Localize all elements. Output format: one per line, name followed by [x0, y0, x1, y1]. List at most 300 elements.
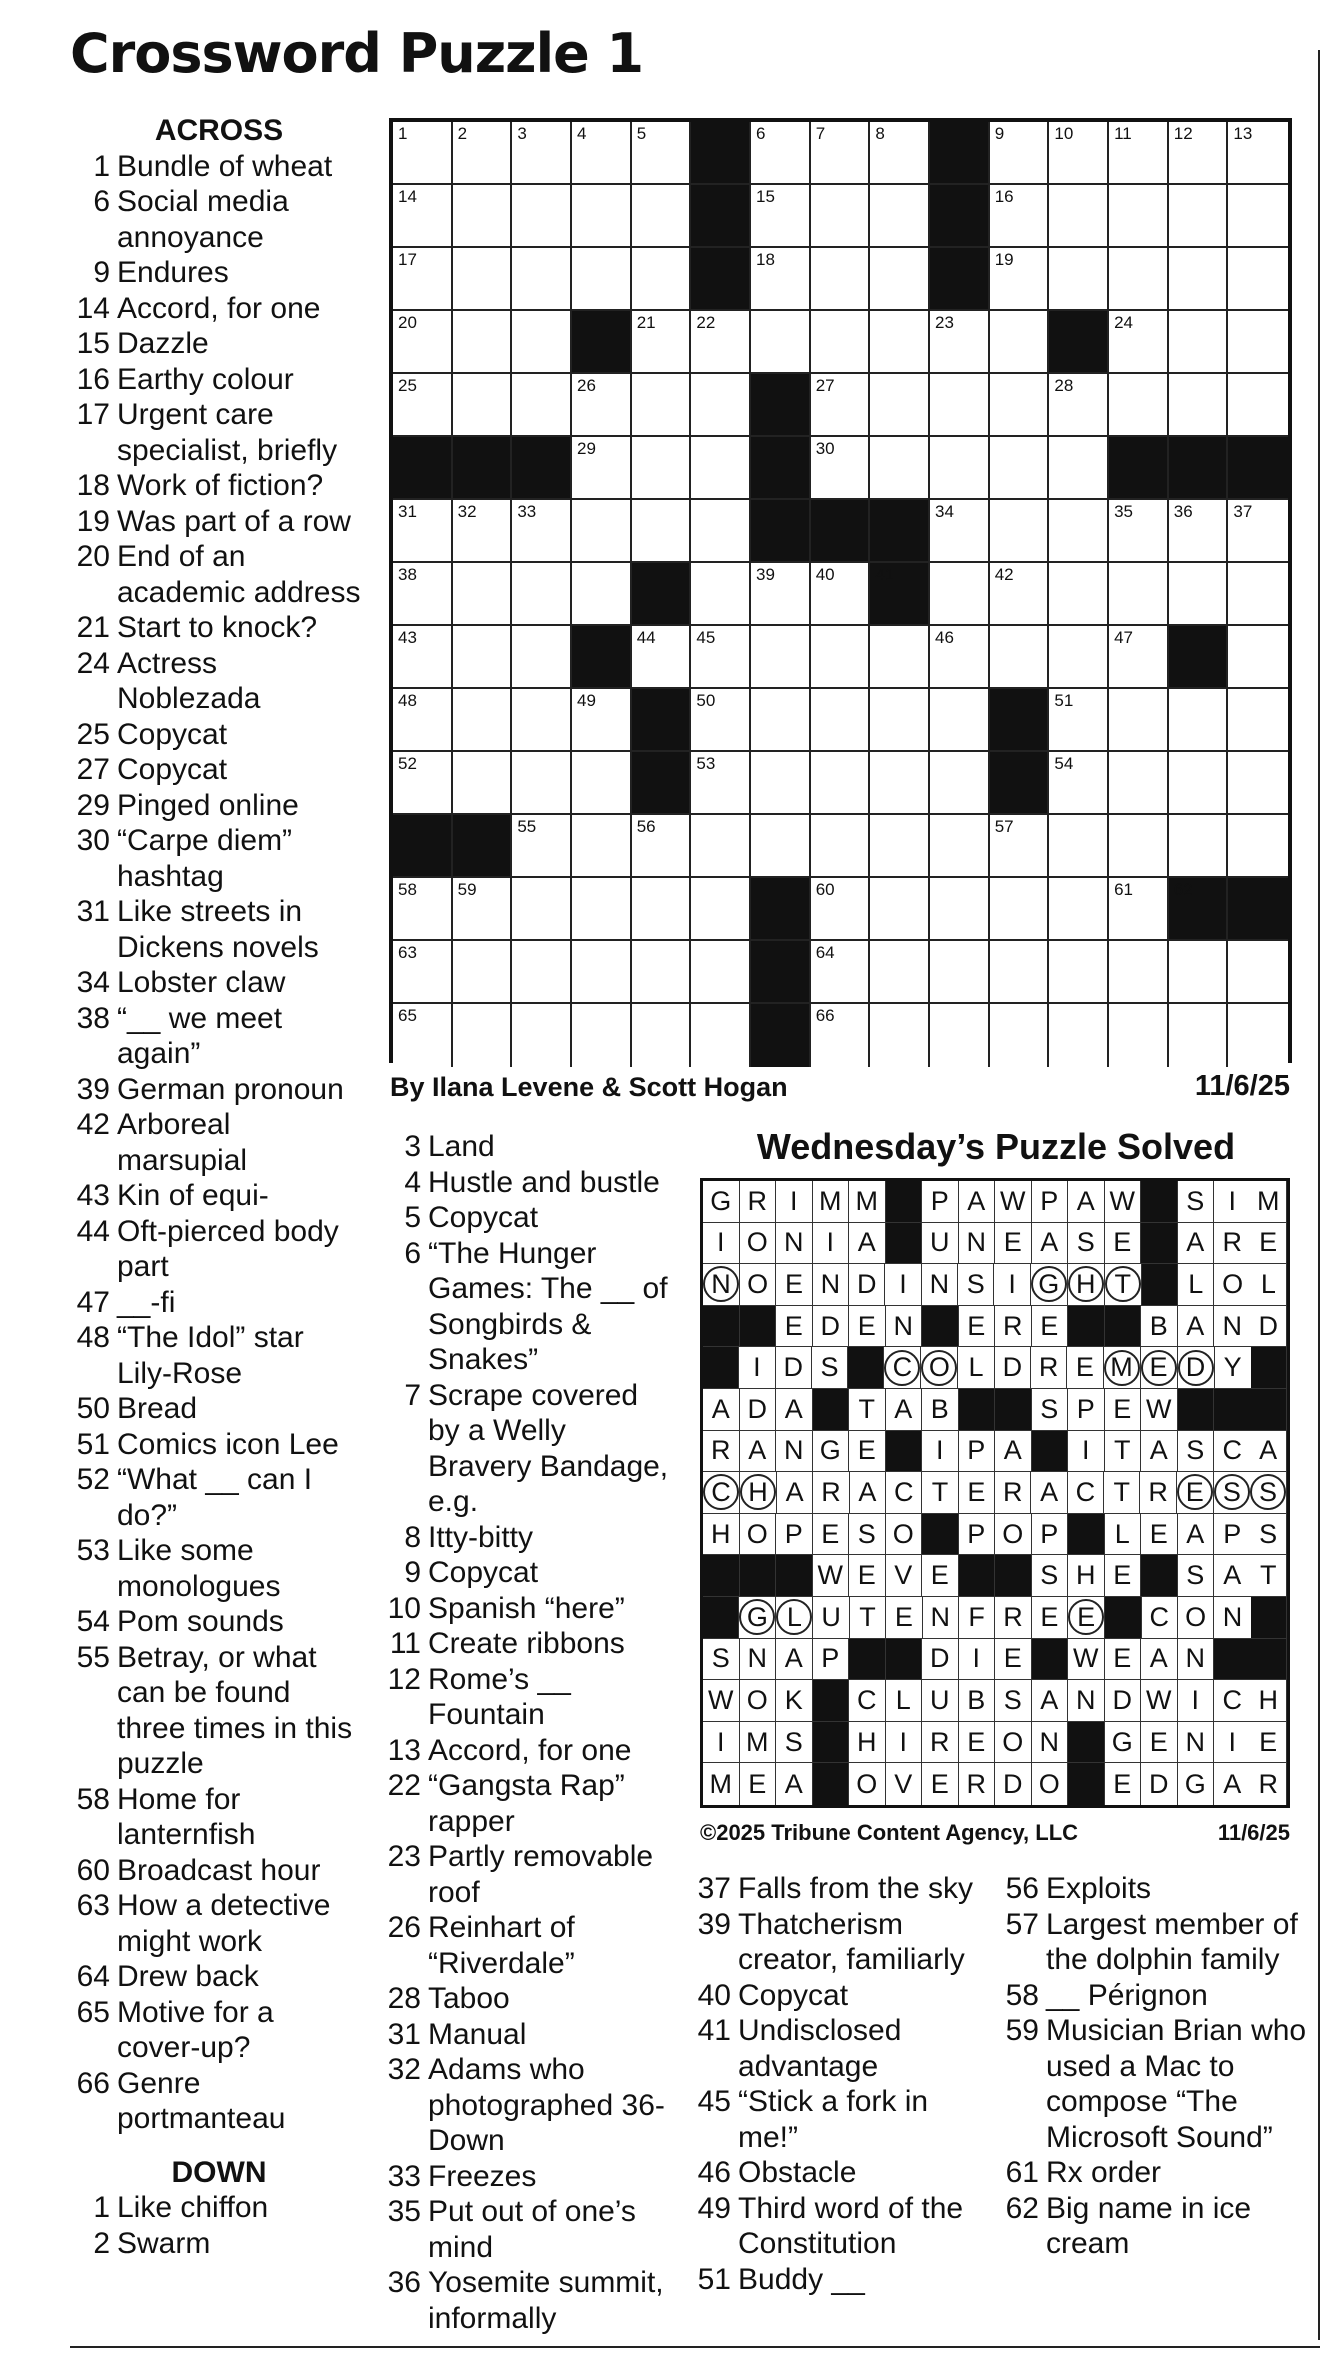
grid-cell[interactable]	[1049, 374, 1109, 437]
grid-cell[interactable]	[453, 185, 513, 248]
grid-cell[interactable]	[691, 500, 751, 563]
grid-cell[interactable]	[512, 374, 572, 437]
cell-number: 60	[815, 880, 835, 899]
grid-cell[interactable]	[691, 689, 751, 752]
grid-cell[interactable]	[1228, 185, 1288, 248]
grid-cell[interactable]	[572, 563, 632, 626]
grid-cell[interactable]	[393, 878, 453, 941]
grid-cell[interactable]	[393, 311, 453, 374]
grid-cell[interactable]	[870, 941, 930, 1004]
grid-cell[interactable]	[1169, 563, 1229, 626]
grid-cell[interactable]	[1109, 122, 1169, 185]
clue-text: Copycat	[738, 1978, 849, 2012]
grid-cell[interactable]	[751, 248, 811, 311]
grid-cell[interactable]	[1049, 185, 1109, 248]
grid-cell[interactable]	[1109, 626, 1169, 689]
clue-text: Buddy __	[738, 2262, 865, 2296]
grid-cell[interactable]	[512, 122, 572, 185]
grid-cell[interactable]	[1169, 1004, 1229, 1067]
clue-text: Yosemite summit, informally	[428, 2266, 664, 2335]
grid-cell[interactable]	[453, 122, 513, 185]
grid-cell[interactable]	[512, 500, 572, 563]
grid-cell[interactable]	[751, 311, 811, 374]
grid-cell[interactable]	[393, 1004, 453, 1067]
clue	[74, 1462, 364, 1533]
grid-cell[interactable]	[990, 248, 1050, 311]
grid-cell[interactable]	[1049, 563, 1109, 626]
black-square	[751, 437, 811, 500]
grid-cell[interactable]	[393, 500, 453, 563]
grid-cell[interactable]	[930, 941, 990, 1004]
grid-cell[interactable]	[691, 626, 751, 689]
solved-cell	[958, 1347, 994, 1389]
solved-cell	[1032, 1722, 1069, 1764]
grid-cell[interactable]	[632, 1004, 692, 1067]
grid-cell[interactable]	[393, 563, 453, 626]
grid-cell[interactable]	[811, 374, 871, 437]
solved-cell	[1250, 1181, 1287, 1223]
solved-letter: M	[1104, 1350, 1140, 1386]
grid-cell[interactable]	[632, 815, 692, 878]
solved-letter: R	[966, 1768, 986, 1799]
solved-letter: E	[1003, 1643, 1022, 1674]
clue-text: Partly removable roof	[428, 1840, 654, 1909]
grid-cell[interactable]	[1169, 815, 1229, 878]
grid-cell[interactable]	[512, 941, 572, 1004]
grid-cell[interactable]	[453, 311, 513, 374]
clue-text: Swarm	[117, 2226, 211, 2260]
grid-cell[interactable]	[453, 626, 513, 689]
grid-cell[interactable]	[1228, 563, 1288, 626]
grid-cell[interactable]	[870, 185, 930, 248]
solved-black-square	[1141, 1223, 1178, 1265]
grid-cell[interactable]	[1109, 500, 1169, 563]
grid-cell[interactable]	[1228, 626, 1288, 689]
grid-cell[interactable]	[572, 689, 632, 752]
solved-cell	[703, 1722, 740, 1764]
grid-cell[interactable]	[1049, 437, 1109, 500]
black-square	[393, 815, 453, 878]
solved-letter: L	[895, 1684, 911, 1715]
grid-cell[interactable]	[1228, 752, 1288, 815]
grid-cell[interactable]	[1049, 689, 1109, 752]
grid-cell[interactable]	[930, 1004, 990, 1067]
grid-cell[interactable]	[691, 374, 751, 437]
cell-number: 25	[398, 376, 417, 395]
grid-cell[interactable]	[751, 689, 811, 752]
grid-cell[interactable]	[691, 563, 751, 626]
grid-cell[interactable]	[1228, 374, 1288, 437]
clue-text: Comics icon Lee	[117, 1427, 339, 1461]
grid-cell[interactable]	[572, 185, 632, 248]
grid-cell[interactable]	[990, 122, 1050, 185]
grid-cell[interactable]	[1228, 311, 1288, 374]
grid-cell[interactable]	[811, 563, 871, 626]
grid-cell[interactable]	[990, 437, 1050, 500]
grid-cell[interactable]	[811, 1004, 871, 1067]
clue	[385, 2052, 675, 2159]
solved-cell	[1105, 1514, 1142, 1556]
grid-cell[interactable]	[512, 815, 572, 878]
clue-text: Arboreal marsupial	[117, 1108, 248, 1177]
grid-cell[interactable]	[1169, 752, 1229, 815]
grid-cell[interactable]	[870, 689, 930, 752]
grid-cell[interactable]	[1228, 689, 1288, 752]
cell-number: 29	[577, 439, 596, 458]
solved-letter: I	[1008, 1268, 1016, 1299]
cell-number: 13	[1233, 124, 1253, 143]
solved-letter: A	[1223, 1560, 1242, 1591]
grid-cell[interactable]	[1049, 248, 1109, 311]
grid-cell[interactable]	[990, 941, 1050, 1004]
grid-cell[interactable]	[870, 1004, 930, 1067]
clue	[385, 1910, 675, 1981]
grid-cell[interactable]	[930, 311, 990, 374]
clue-number: 34	[76, 966, 110, 999]
grid-cell[interactable]	[572, 752, 632, 815]
clue-text: Create ribbons	[428, 1627, 625, 1660]
cell-number: 20	[398, 313, 417, 332]
solved-letter: S	[1250, 1474, 1286, 1510]
clue	[74, 468, 364, 504]
grid-cell[interactable]	[1228, 122, 1288, 185]
grid-cell[interactable]	[1109, 752, 1169, 815]
solved-cell	[995, 1431, 1032, 1473]
grid-cell[interactable]	[1169, 185, 1229, 248]
grid-cell[interactable]	[930, 815, 990, 878]
cell-number: 49	[577, 691, 596, 710]
clue-number: 25	[76, 717, 110, 751]
solved-letter: D	[1112, 1684, 1132, 1715]
grid-cell[interactable]	[632, 941, 692, 1004]
grid-cell[interactable]	[990, 563, 1050, 626]
grid-cell[interactable]	[1109, 815, 1169, 878]
solved-cell	[959, 1680, 996, 1722]
grid-cell[interactable]	[632, 248, 692, 311]
grid-cell[interactable]	[990, 500, 1050, 563]
grid-cell[interactable]	[632, 185, 692, 248]
grid-cell[interactable]	[870, 311, 930, 374]
grid-cell[interactable]	[632, 626, 692, 689]
clue	[74, 788, 364, 824]
grid-cell[interactable]	[453, 878, 513, 941]
grid-cell[interactable]	[572, 122, 632, 185]
black-square	[930, 185, 990, 248]
grid-cell[interactable]	[453, 1004, 513, 1067]
grid-cell[interactable]	[453, 248, 513, 311]
grid-cell[interactable]	[512, 626, 572, 689]
grid-cell[interactable]	[930, 626, 990, 689]
grid-cell[interactable]	[691, 1004, 751, 1067]
grid-cell[interactable]	[1049, 941, 1109, 1004]
cell-number: 47	[1114, 628, 1133, 647]
grid-cell[interactable]	[691, 878, 751, 941]
grid-cell[interactable]	[1049, 1004, 1109, 1067]
solved-cell	[1214, 1680, 1250, 1722]
grid-cell[interactable]	[572, 437, 632, 500]
grid-cell[interactable]	[990, 815, 1050, 878]
grid-cell[interactable]	[691, 311, 751, 374]
grid-cell[interactable]	[512, 878, 572, 941]
grid-cell[interactable]	[572, 500, 632, 563]
grid-cell[interactable]	[751, 563, 811, 626]
solved-cell	[995, 1347, 1031, 1389]
clue	[1003, 2013, 1313, 2155]
solved-cell	[1105, 1431, 1142, 1473]
solved-letter: U	[930, 1227, 950, 1258]
grid-cell[interactable]	[1228, 500, 1288, 563]
grid-cell[interactable]	[811, 878, 871, 941]
clue-number: 36	[387, 2266, 421, 2299]
grid-cell[interactable]	[632, 122, 692, 185]
solved-black-square	[813, 1722, 850, 1764]
grid-cell[interactable]	[453, 689, 513, 752]
grid-cell[interactable]	[870, 752, 930, 815]
solved-cell	[813, 1264, 849, 1306]
solved-cell	[849, 1223, 886, 1265]
grid-cell[interactable]	[1049, 500, 1109, 563]
clue-number: 38	[76, 1001, 110, 1035]
solved-cell	[740, 1181, 777, 1223]
grid-cell[interactable]	[393, 941, 453, 1004]
grid-cell[interactable]	[512, 563, 572, 626]
grid-cell[interactable]	[572, 374, 632, 437]
grid-cell[interactable]	[512, 1004, 572, 1067]
cell-number: 36	[1173, 502, 1193, 521]
grid-cell[interactable]	[990, 626, 1050, 689]
solved-cell	[1032, 1389, 1069, 1431]
grid-cell[interactable]	[691, 941, 751, 1004]
grid-cell[interactable]	[632, 311, 692, 374]
grid-cell[interactable]	[930, 437, 990, 500]
grid-cell[interactable]	[870, 437, 930, 500]
grid-cell[interactable]	[691, 815, 751, 878]
grid-cell[interactable]	[632, 878, 692, 941]
grid-cell[interactable]	[1049, 752, 1109, 815]
grid-cell[interactable]	[393, 626, 453, 689]
grid-cell[interactable]	[751, 626, 811, 689]
clue	[1003, 2155, 1313, 2191]
solved-letter: H	[711, 1518, 731, 1549]
solved-cell	[1250, 1763, 1287, 1805]
clue	[74, 646, 364, 717]
grid-cell[interactable]	[512, 311, 572, 374]
grid-cell[interactable]	[1169, 311, 1229, 374]
solved-cell	[850, 1597, 886, 1639]
grid-cell[interactable]	[1049, 815, 1109, 878]
solved-cell	[703, 1223, 740, 1265]
clue	[74, 610, 364, 646]
clue-text: Musician Brian who used a Mac to compose “The Microsoft Sound”	[1046, 2014, 1307, 2154]
grid-cell[interactable]	[751, 752, 811, 815]
grid-cell[interactable]	[512, 185, 572, 248]
grid-cell[interactable]	[512, 752, 572, 815]
grid-cell[interactable]	[870, 878, 930, 941]
solved-letter: E	[1113, 1560, 1132, 1591]
grid-cell[interactable]	[1109, 878, 1169, 941]
grid-cell[interactable]	[930, 689, 990, 752]
grid-cell[interactable]	[1109, 941, 1169, 1004]
grid-cell[interactable]	[811, 311, 871, 374]
solved-cell	[1178, 1722, 1215, 1764]
grid-cell[interactable]	[1169, 374, 1229, 437]
grid-cell[interactable]	[1109, 311, 1169, 374]
grid-cell[interactable]	[512, 689, 572, 752]
clue	[74, 1107, 364, 1178]
solved-cell	[1141, 1431, 1178, 1473]
solved-cell	[1141, 1722, 1178, 1764]
grid-cell[interactable]	[393, 122, 453, 185]
grid-cell[interactable]	[1228, 1004, 1288, 1067]
solved-letter: I	[1228, 1726, 1236, 1757]
grid-cell[interactable]	[572, 878, 632, 941]
clue-number: 65	[76, 1995, 110, 2029]
grid-cell[interactable]	[930, 563, 990, 626]
solved-letter: I	[899, 1726, 907, 1757]
clue	[385, 2265, 675, 2336]
clue	[385, 1733, 675, 1769]
grid-cell[interactable]	[1109, 563, 1169, 626]
solved-circled-cell	[1178, 1347, 1215, 1389]
solved-cell	[776, 1223, 813, 1265]
grid-cell[interactable]	[393, 185, 453, 248]
grid-cell[interactable]	[1169, 941, 1229, 1004]
solved-letter: D	[930, 1643, 950, 1674]
grid-cell[interactable]	[1228, 941, 1288, 1004]
grid-cell[interactable]	[811, 941, 871, 1004]
clue-number: 24	[76, 646, 110, 680]
grid-cell[interactable]	[1228, 815, 1288, 878]
grid-cell[interactable]	[1109, 248, 1169, 311]
grid-cell[interactable]	[1109, 374, 1169, 437]
black-square	[1169, 626, 1229, 689]
grid-cell[interactable]	[632, 437, 692, 500]
grid-cell[interactable]	[512, 248, 572, 311]
grid-cell[interactable]	[811, 437, 871, 500]
grid-cell[interactable]	[572, 941, 632, 1004]
grid-cell[interactable]	[393, 752, 453, 815]
clue-text: How a detective might work	[117, 1889, 331, 1958]
grid-cell[interactable]	[811, 185, 871, 248]
grid-cell[interactable]	[1049, 626, 1109, 689]
solved-letter: E	[748, 1768, 767, 1799]
solved-letter: B	[930, 1393, 949, 1424]
grid-cell[interactable]	[632, 374, 692, 437]
solved-cell	[959, 1306, 996, 1348]
grid-cell[interactable]	[811, 815, 871, 878]
grid-cell[interactable]	[1049, 878, 1109, 941]
solved-cell	[1141, 1763, 1178, 1805]
solved-letter: W	[1146, 1684, 1172, 1715]
grid-cell[interactable]	[811, 626, 871, 689]
grid-cell[interactable]	[393, 248, 453, 311]
solved-black-square	[1250, 1639, 1287, 1681]
grid-cell[interactable]	[1109, 185, 1169, 248]
solved-cell	[740, 1264, 776, 1306]
solved-cell	[959, 1639, 996, 1681]
solved-cell	[922, 1181, 959, 1223]
grid-cell[interactable]	[751, 185, 811, 248]
grid-cell[interactable]	[1049, 122, 1109, 185]
grid-cell[interactable]	[1228, 248, 1288, 311]
solved-letter: R	[1148, 1476, 1168, 1507]
grid-cell[interactable]	[572, 1004, 632, 1067]
grid-cell[interactable]	[990, 311, 1050, 374]
solved-circled-cell	[703, 1472, 740, 1514]
grid-cell[interactable]	[1109, 689, 1169, 752]
grid-cell[interactable]	[990, 878, 1050, 941]
grid-cell[interactable]	[453, 752, 513, 815]
solved-letter: A	[785, 1476, 804, 1507]
clue-text: Like chiffon	[117, 2191, 269, 2224]
solved-letter: S	[1040, 1393, 1059, 1424]
solved-circled-cell	[739, 1597, 776, 1639]
grid-cell[interactable]	[1109, 1004, 1169, 1067]
clue-text: Dazzle	[117, 327, 209, 360]
grid-cell[interactable]	[990, 374, 1050, 437]
solved-cell	[1214, 1597, 1250, 1639]
grid-cell[interactable]	[811, 689, 871, 752]
grid-cell[interactable]	[453, 563, 513, 626]
grid-cell[interactable]	[870, 248, 930, 311]
solved-letter: D	[1002, 1352, 1023, 1383]
solved-cell	[885, 1264, 921, 1306]
solved-letter: W	[1109, 1185, 1135, 1216]
grid-cell[interactable]	[1169, 689, 1229, 752]
grid-cell[interactable]	[393, 374, 453, 437]
grid-cell[interactable]	[811, 248, 871, 311]
grid-cell[interactable]	[691, 752, 751, 815]
solved-letter: A	[1040, 1684, 1059, 1715]
grid-cell[interactable]	[811, 752, 871, 815]
grid-cell[interactable]	[990, 1004, 1050, 1067]
byline: By Ilana Levene & Scott Hogan	[390, 1072, 788, 1102]
clue-number: 8	[404, 1520, 421, 1554]
grid-cell[interactable]	[930, 878, 990, 941]
grid-cell[interactable]	[1169, 500, 1229, 563]
solved-letter: M	[1256, 1185, 1280, 1216]
grid-cell[interactable]	[453, 374, 513, 437]
grid-cell[interactable]	[870, 626, 930, 689]
grid-cell[interactable]	[453, 500, 513, 563]
grid-cell[interactable]	[990, 185, 1050, 248]
grid-cell[interactable]	[632, 500, 692, 563]
grid-cell[interactable]	[870, 815, 930, 878]
grid-cell[interactable]	[811, 122, 871, 185]
grid-cell[interactable]	[572, 815, 632, 878]
solved-cell	[1178, 1555, 1215, 1597]
grid-cell[interactable]	[691, 437, 751, 500]
grid-cell[interactable]	[870, 374, 930, 437]
grid-cell[interactable]	[453, 941, 513, 1004]
grid-cell[interactable]	[751, 122, 811, 185]
grid-cell[interactable]	[393, 689, 453, 752]
grid-cell[interactable]	[1169, 248, 1229, 311]
grid-cell[interactable]	[870, 122, 930, 185]
grid-cell[interactable]	[572, 248, 632, 311]
solved-cell	[703, 1431, 740, 1473]
clue-number: 11	[389, 1627, 421, 1660]
grid-cell[interactable]	[1169, 122, 1229, 185]
grid-cell[interactable]	[930, 500, 990, 563]
clue	[74, 717, 364, 753]
solved-cell	[995, 1763, 1032, 1805]
solved-black-square	[1214, 1389, 1250, 1431]
grid-cell[interactable]	[930, 374, 990, 437]
grid-cell[interactable]	[751, 815, 811, 878]
clue-number: 23	[387, 1840, 421, 1873]
grid-cell[interactable]	[930, 752, 990, 815]
